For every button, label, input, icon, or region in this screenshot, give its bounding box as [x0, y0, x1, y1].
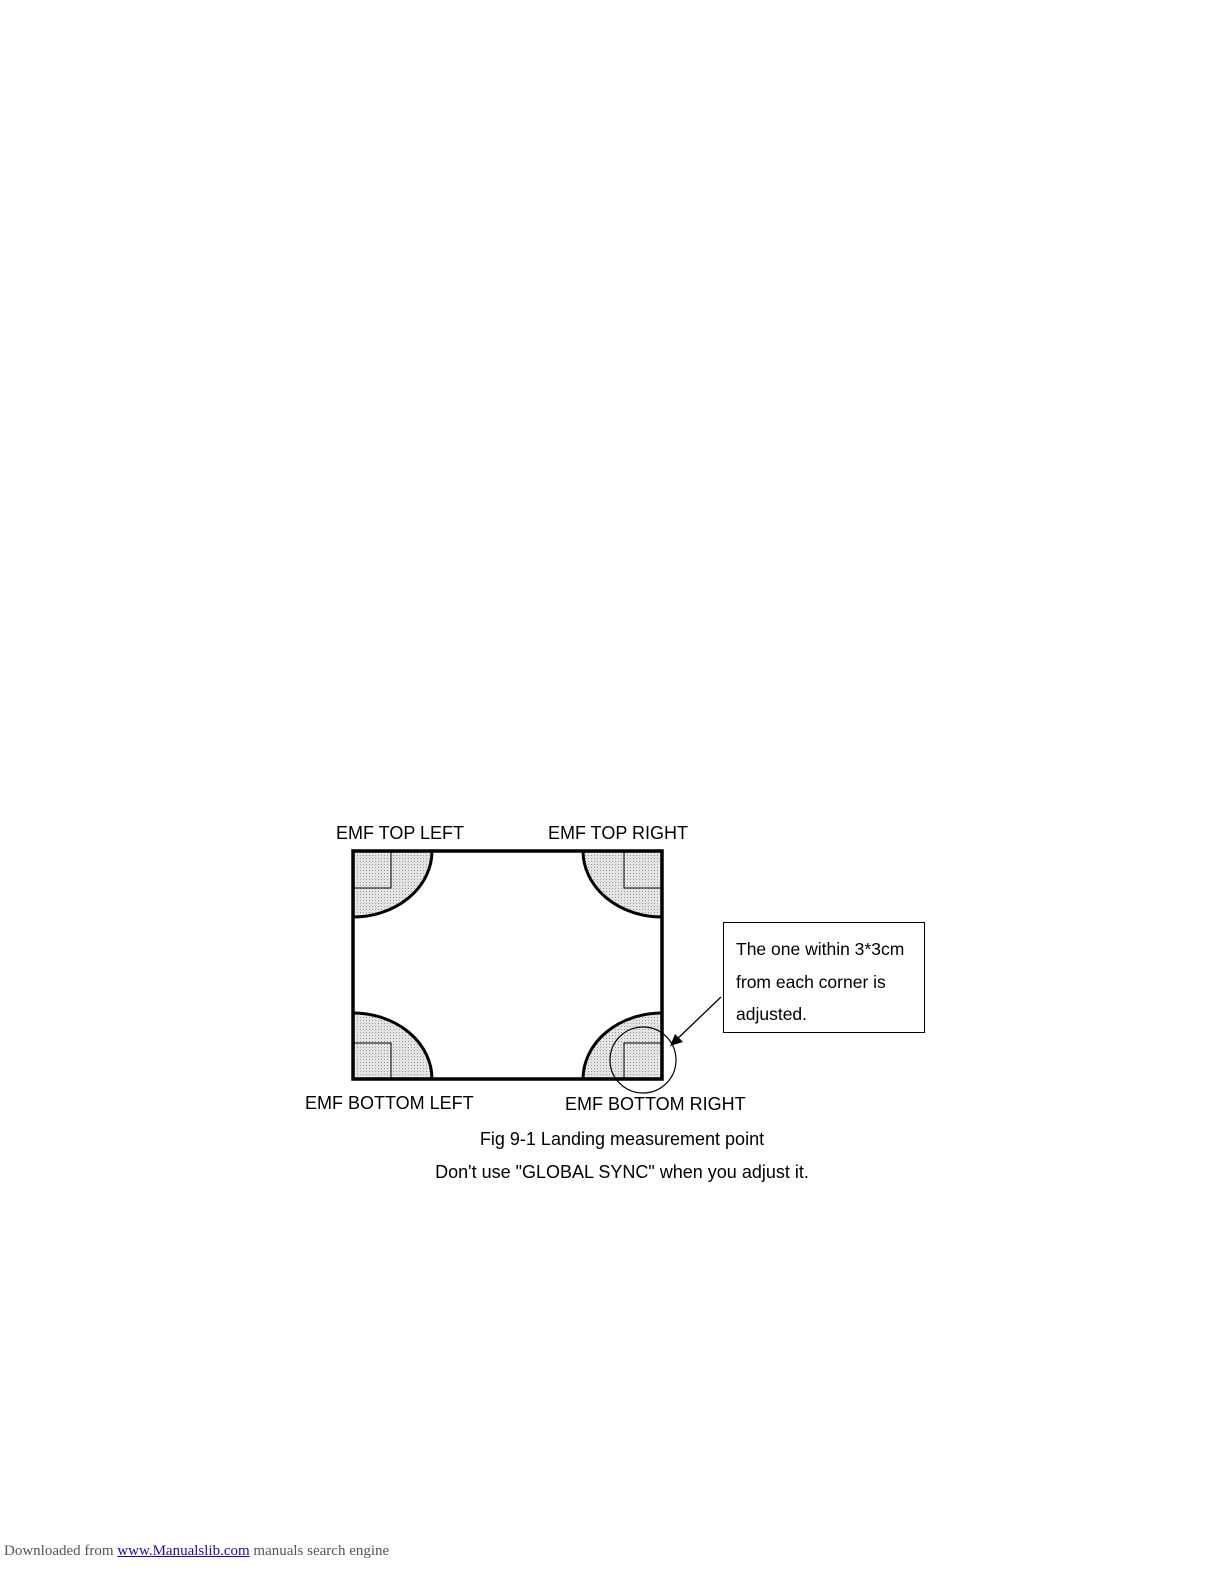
label-emf-bottom-right: EMF BOTTOM RIGHT — [565, 1094, 746, 1114]
footer — [4, 1541, 389, 1561]
callout-arrow-line — [673, 997, 721, 1043]
note-line-1: The one within 3*3cm — [736, 939, 905, 959]
note-line-2: from each corner is — [736, 971, 886, 992]
footer-link[interactable]: www.Manualslib.com — [117, 1543, 250, 1559]
instruction-note: Don't use "GLOBAL SYNC" when you adjust it. — [435, 1162, 809, 1182]
footer-suffix: manuals search engine — [249, 1543, 390, 1559]
note-box — [723, 922, 925, 1033]
figure-caption: Fig 9-1 Landing measurement point — [479, 1129, 765, 1149]
label-emf-top-left: EMF TOP LEFT — [336, 823, 465, 843]
note-line-3: adjusted. — [736, 1004, 808, 1024]
label-emf-top-right: EMF TOP RIGHT — [548, 823, 689, 843]
footer-prefix: Downloaded from — [4, 1543, 118, 1559]
label-emf-bottom-left: EMF BOTTOM LEFT — [305, 1093, 474, 1113]
